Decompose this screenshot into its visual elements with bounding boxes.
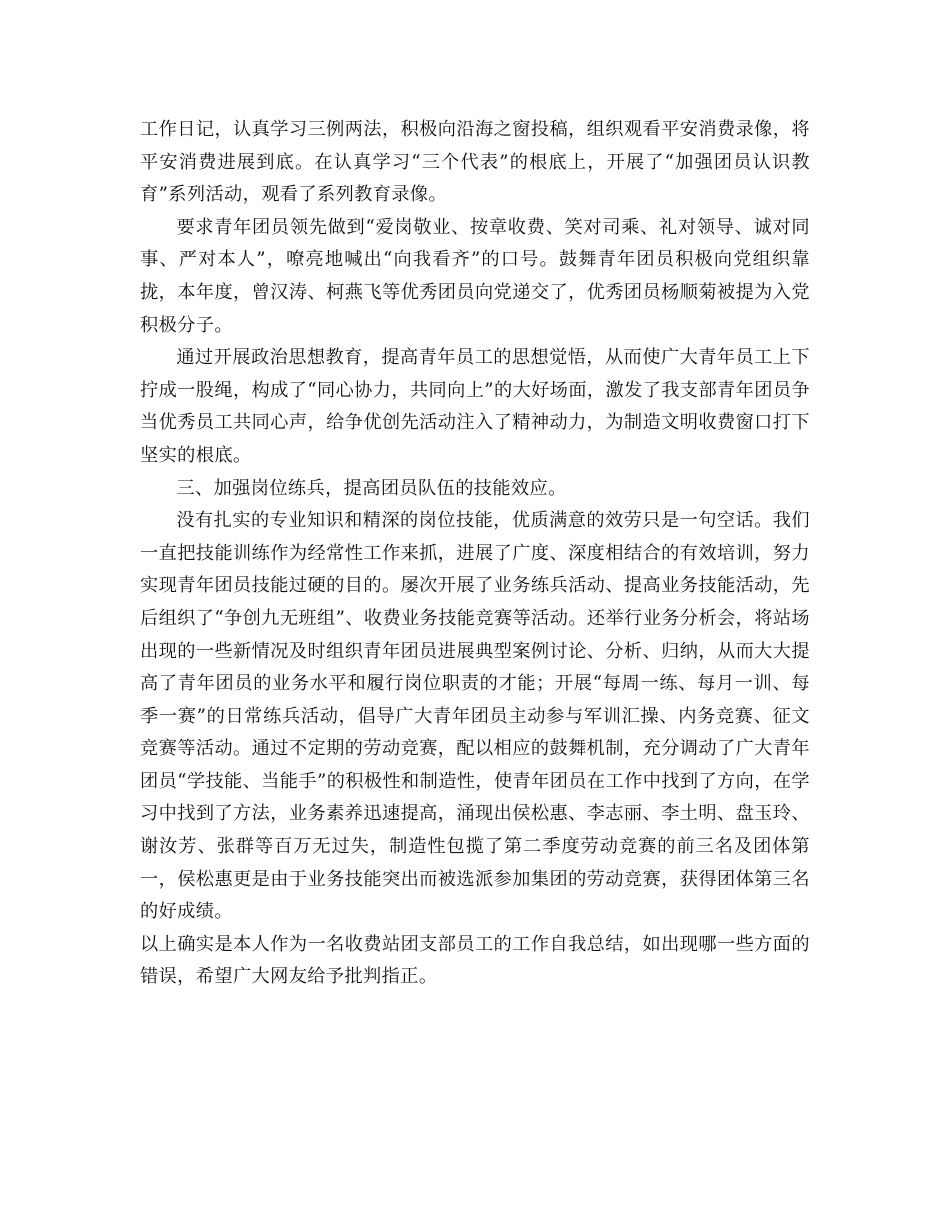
paragraph-2: 要求青年团员领先做到“爱岗敬业、按章收费、笑对司乘、礼对领导、诚对同事、严对本人”，嘹亮地喊出“向我看齐”的口号。鼓舞青年团员积极向党组织靠拢，本年度，曾汉涛、柯燕飞等优秀团员向党递交了，优秀团员杨顺菊被提为入党积极分子。: [140, 216, 810, 336]
closing-paragraph: 以上确实是本人作为一名收费站团支部员工的工作自我总结，如出现哪一些方面的错误，希望广大网友给予批判指正。: [140, 933, 810, 988]
document-body: [140, 114, 810, 994]
paragraph-4: 没有扎实的专业知识和精深的岗位技能，优质满意的效劳只是一句空话。我们一直把技能训练作为经常性工作来抓，进展了广度、深度相结合的有效培训，努力实现青年团员技能过硬的目的。屡次开展了业务练兵活动、提高业务技能活动，先后组织了“争创九无班组”、收费业务技能竞赛等活动。还举行业务分析会，将站场出现的一些新情况及时组织青年团员进展典型案例讨论、分析、归纳，从而大大提高了青年团员的业务水平和履行岗位职责的才能；开展“每周一练、每月一训、每季一赛”的日常练兵活动，倡导广大青年团员主动参与军训汇操、内务竞赛、征文竞赛等活动。通过不定期的劳动竞赛，配以相应的鼓舞机制，充分调动了广大青年团员“学技能、当能手”的积极性和制造性，使青年团员在工作中找到了方向，在学习中找到了方法，业务素养迅速提高，涌现出侯松惠、李志丽、李土明、盘玉玲、谢汝芳、张群等百万无过失，制造性包揽了第二季度劳动竞赛的前三名及团体第一，侯松惠更是由于业务技能突出而被选派参加集团的劳动竞赛，获得团体第三名的好成绩。: [140, 510, 810, 923]
section-heading-3: 三、加强岗位练兵，提高团员队伍的技能效应。: [176, 477, 567, 499]
paragraph-3: 通过开展政治思想教育，提高青年员工的思想觉悟，从而使广大青年员工上下拧成一股绳，构成了“同心协力，共同向上”的大好场面，激发了我支部青年团员争当优秀员工共同心声，给争优创先活动注入了精神动力，为制造文明收费窗口打下坚实的根底。: [140, 347, 810, 466]
paragraph-1: 工作日记，认真学习三例两法，积极向沿海之窗投稿，组织观看平安消费录像，将平安消费进展到底。在认真学习“三个代表”的根底上，开展了“加强团员认识教育”系列活动，观看了系列教育录像。: [140, 119, 810, 206]
